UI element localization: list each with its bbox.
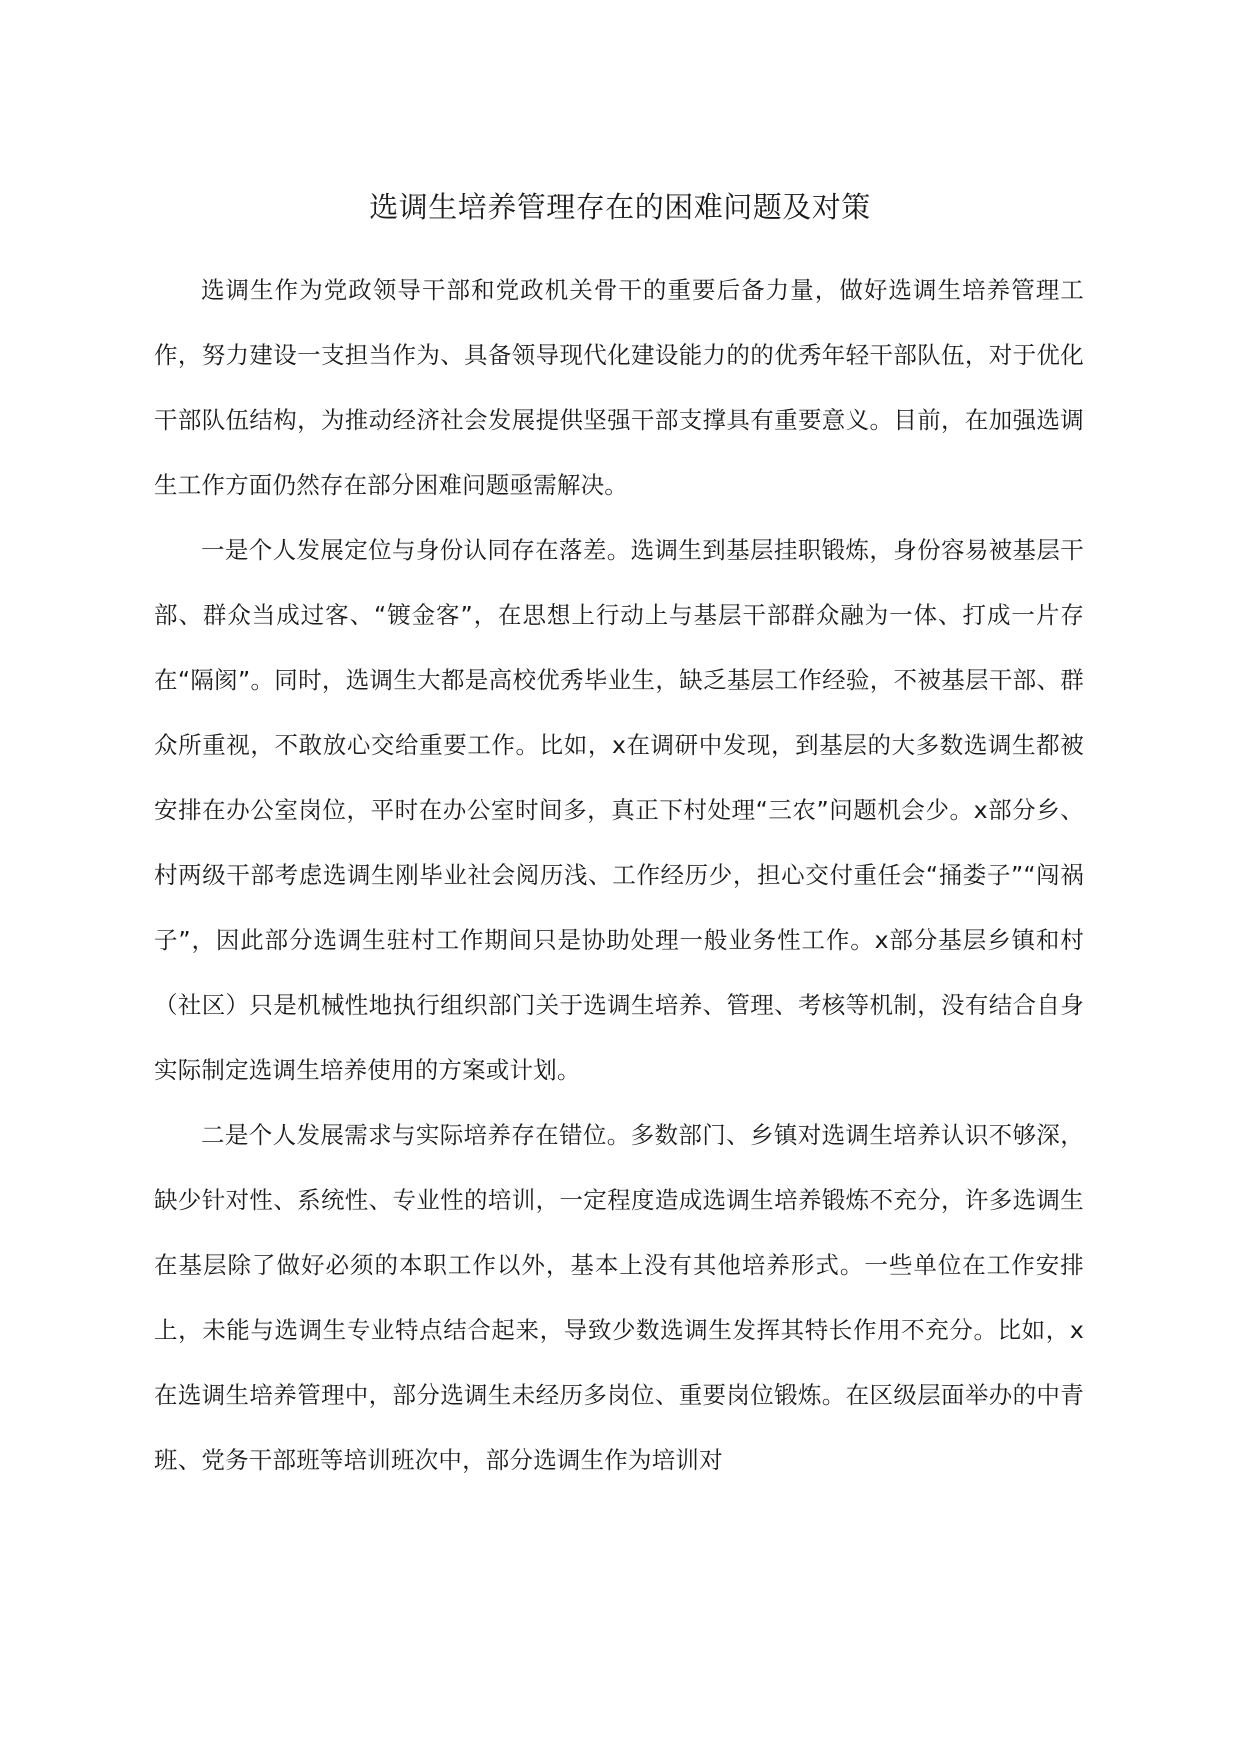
paragraph-problem-one: 一是个人发展定位与身份认同存在落差。选调生到基层挂职锻炼，身份容易被基层干部、群众当成过客、“镀金客”，在思想上行动上与基层干部群众融为一体、打成一片存在“隔阂”。同时，选调生大都是高校优秀毕业生，缺乏基层工作经验，不被基层干部、群众所重视，不敢放心交给重要工作。比如，x在调研中发现，到基层的大多数选调生都被安排在办公室岗位，平时在办公室时间多，真正下村处理“三农”问题机会少。x部分乡、村两级干部考虑选调生刚毕业社会阅历浅、工作经历少，担心交付重任会“捅娄子”“闯祸子”，因此部分选调生驻村工作期间只是协助处理一般业务性工作。x部分基层乡镇和村（社区）只是机械性地执行组织部门关于选调生培养、管理、考核等机制，没有结合自身实际制定选调生培养使用的方案或计划。 [154, 536, 1084, 1084]
paragraph-intro: 选调生作为党政领导干部和党政机关骨干的重要后备力量，做好选调生培养管理工作，努力建设一支担当作为、具备领导现代化建设能力的的优秀年轻干部队伍，对于优化干部队伍结构，为推动经济社会发展提供坚强干部支撑具有重要意义。目前，在加强选调生工作方面仍然存在部分困难问题亟需解决。 [154, 276, 1084, 499]
document-body [154, 258, 1084, 1493]
document-title: 选调生培养管理存在的困难问题及对策 [369, 190, 871, 224]
paragraph-problem-two: 二是个人发展需求与实际培养存在错位。多数部门、乡镇对选调生培养认识不够深，缺少针对性、系统性、专业性的培训，一定程度造成选调生培养锻炼不充分，许多选调生在基层除了做好必须的本职工作以外，基本上没有其他培养形式。一些单位在工作安排上，未能与选调生专业特点结合起来，导致少数选调生发挥其特长作用不充分。比如，x在选调生培养管理中，部分选调生未经历多岗位、重要岗位锻炼。在区级层面举办的中青班、党务干部班等培训班次中，部分选调生作为培训对 [154, 1121, 1084, 1474]
